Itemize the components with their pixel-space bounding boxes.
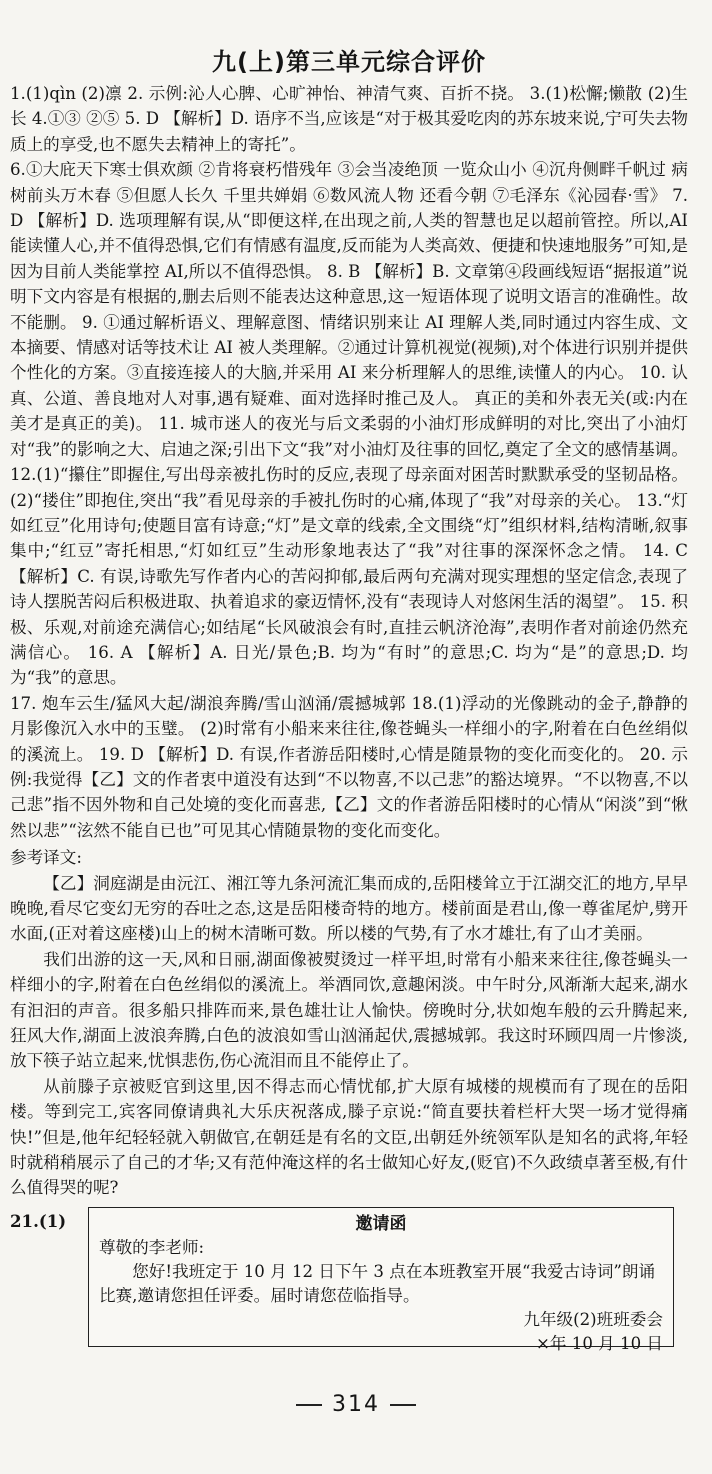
answer-paragraph-1: 1.(1)qìn (2)凛 2. 示例:沁人心脾、心旷神怡、神清气爽、百折不挠。 3.(1)松懈;懒散 (2)生长 4.①③ ②⑤ 5. D 【解析】D. 语序不当,应该是“对于极其爱吃肉的苏东坡来说,宁可失去物质上的享受,也不愿失去精神上的寄托”。 <box>10 84 688 154</box>
translation-section <box>10 871 688 1201</box>
page-number-dash-right <box>390 1404 416 1406</box>
invitation-date: ×年 10 月 10 日 <box>535 1333 663 1353</box>
invitation-title: 邀请函 <box>355 1213 407 1234</box>
question-21 <box>10 1205 688 1355</box>
page-title: 九(上)第三单元综合评价 <box>212 48 486 76</box>
translation-paragraph-2: 我们出游的这一天,风和日丽,湖面像被熨烫过一样平坦,时常有小船来来往往,像苍蝇头一样细小的字,附着在白色丝绢似的溪流上。举酒同饮,意趣闲淡。中午时分,风渐渐大起来,湖水有汩汩的声音。很多船只排阵而来,景色雄壮让人愉快。傍晚时分,状如炮车般的云升腾起来,狂风大作,湖面上波浪奔腾,白色的波浪如雪山汹涌起伏,震撼城郭。我这时环顾四周一片惨淡,放下筷子站立起来,忧惧悲伤,伤心流泪而且不能停止了。 <box>10 949 688 1071</box>
answer-paragraph-3: 17. 炮车云生/猛风大起/湖浪奔腾/雪山汹涌/震撼城郭 18.(1)浮动的光像跳动的金子,静静的月影像沉入水中的玉璧。 (2)时常有小船来来往往,像苍蝇头一样细小的字,附着在白色丝绢似的溪流上。 19. D 【解析】D. 有误,作者游岳阳楼时,心情是随景物的变化而变化的。 20. 示例:我觉得【乙】文的作者衷中道没有达到“不以物喜,不以己悲”的豁达境界。“不以物喜,不以己悲”指不因外物和自己处境的变化而喜悲,【乙】文的作者游岳阳楼时的心情从“闲淡”到“愀然以悲”“泫然不能自已也”可见其心情随景物的变化而变化。 <box>10 693 688 840</box>
top-edge <box>0 0 712 22</box>
answer-section <box>10 81 688 843</box>
page-number-text: 314 <box>332 1392 380 1417</box>
question-21-label: 21.(1) <box>10 1210 67 1231</box>
invitation-body: 您好!我班定于 10 月 12 日下午 3 点在本班教室开展“我爱古诗词”朗诵比赛,邀请您担任评委。届时请您莅临指导。 <box>99 1261 656 1305</box>
translation-paragraph-3: 从前滕子京被贬官到这里,因不得志而心情忧郁,扩大原有城楼的规模而有了现在的岳阳楼。等到完工,宾客同僚请典礼大乐庆祝落成,滕子京说:“简直要扶着栏杆大哭一场才觉得痛快!”但是,他年纪轻轻就入朝做官,在朝廷是有名的文臣,出朝廷外统领军队是知名的武将,年轻时就稍稍展示了自己的才华;又有范仲淹这样的名士做知心好友,(贬官)不久政绩卓著至极,有什么值得哭的呢? <box>10 1076 688 1198</box>
invitation-signature: 九年级(2)班班委会 <box>523 1309 663 1329</box>
invitation-letter-box <box>88 1207 674 1353</box>
page-number <box>0 1392 712 1417</box>
answer-paragraph-2: 6.①大庇天下寒士俱欢颜 ②肯将衰朽惜残年 ③会当凌绝顶 一览众山小 ④沉舟侧畔千帆过 病树前头万木春 ⑤但愿人长久 千里共婵娟 ⑥数风流人物 还看今朝 ⑦毛泽东《沁园春·雪》 7. D 【解析】D. 选项理解有误,从“即便这样,在出现之前,人类的智慧也足以超前管控。所以,AI 能读懂人心,并不值得恐惧,它们有情感有温度,反而能为人类高效、便捷和快速地服务”可知,是因为目前人类能掌控 AI,所以不值得恐惧。 8. B 【解析】B. 文章第④段画线短语“据报道”说明下文内容是有根据的,删去后则不能表达这种意思,这一短语体现了说明文语言的准确性。故不能删。 9. ①通过解析语义、理解意图、情绪识别来让 AI 理解人类,同时通过内容生成、文本摘要、情感对话等技术让 AI 被人类理解。②通过计算机视觉(视频),对个体进行识别并提供个性化的方案。③直接连接人的大脑,并采用 AI 来分析理解人的思维,读懂人的内心。 10. 认真、公道、善良地对人对事,遇有疑难、面对选择时推己及人。 真正的美和外表无关(或:内在美才是真正的美)。 11. 城市迷人的夜光与后文柔弱的小油灯形成鲜明的对比,突出了小油灯对“我”的影响之大、启迪之深;引出下文“我”对小油灯及往事的回忆,奠定了全文的感情基调。 12.(1)“攥住”即握住,写出母亲被扎伤时的反应,表现了母亲面对困苦时默默承受的坚韧品格。 (2)“搂住”即抱住,突出“我”看见母亲的手被扎伤时的心痛,体现了“我”对母亲的关心。 13.“灯如红豆”化用诗句;使题目富有诗意;“灯”是文章的线索,全文围绕“灯”组织材料,结构清晰,叙事集中;“红豆”寄托相思,“灯如红豆”生动形象地表达了“我”对往事的深深怀念之情。 14. C 【解析】C. 有误,诗歌先写作者内心的苦闷抑郁,最后两句充满对现实理想的坚定信念,表现了诗人摆脱苦闷后积极进取、执着追求的豪迈情怀,没有“表现诗人对悠闲生活的渴望”。 15. 积极、乐观,对前途充满信心;如结尾“长风破浪会有时,直挂云帆济沧海”,表明作者对前途仍然充满信心。 16. A 【解析】A. 日光/景色;B. 均为“有时”的意思;C. 均为“是”的意思;D. 均为“我”的意思。 <box>10 160 689 688</box>
invitation-salutation: 尊敬的李老师: <box>99 1237 205 1257</box>
page-number-dash-left <box>296 1404 322 1406</box>
translation-paragraph-1: 【乙】洞庭湖是由沅江、湘江等九条河流汇集而成的,岳阳楼耸立于江湖交汇的地方,早早晚晚,看尽它变幻无穷的吞吐之态,这是岳阳楼奇特的地方。楼前面是君山,像一尊雀尾炉,劈开水面,(正对着这座楼)山上的树木清晰可数。所以楼的气势,有了水才雄壮,有了山才美丽。 <box>10 873 688 944</box>
reference-translation-label: 参考译文: <box>10 848 82 868</box>
